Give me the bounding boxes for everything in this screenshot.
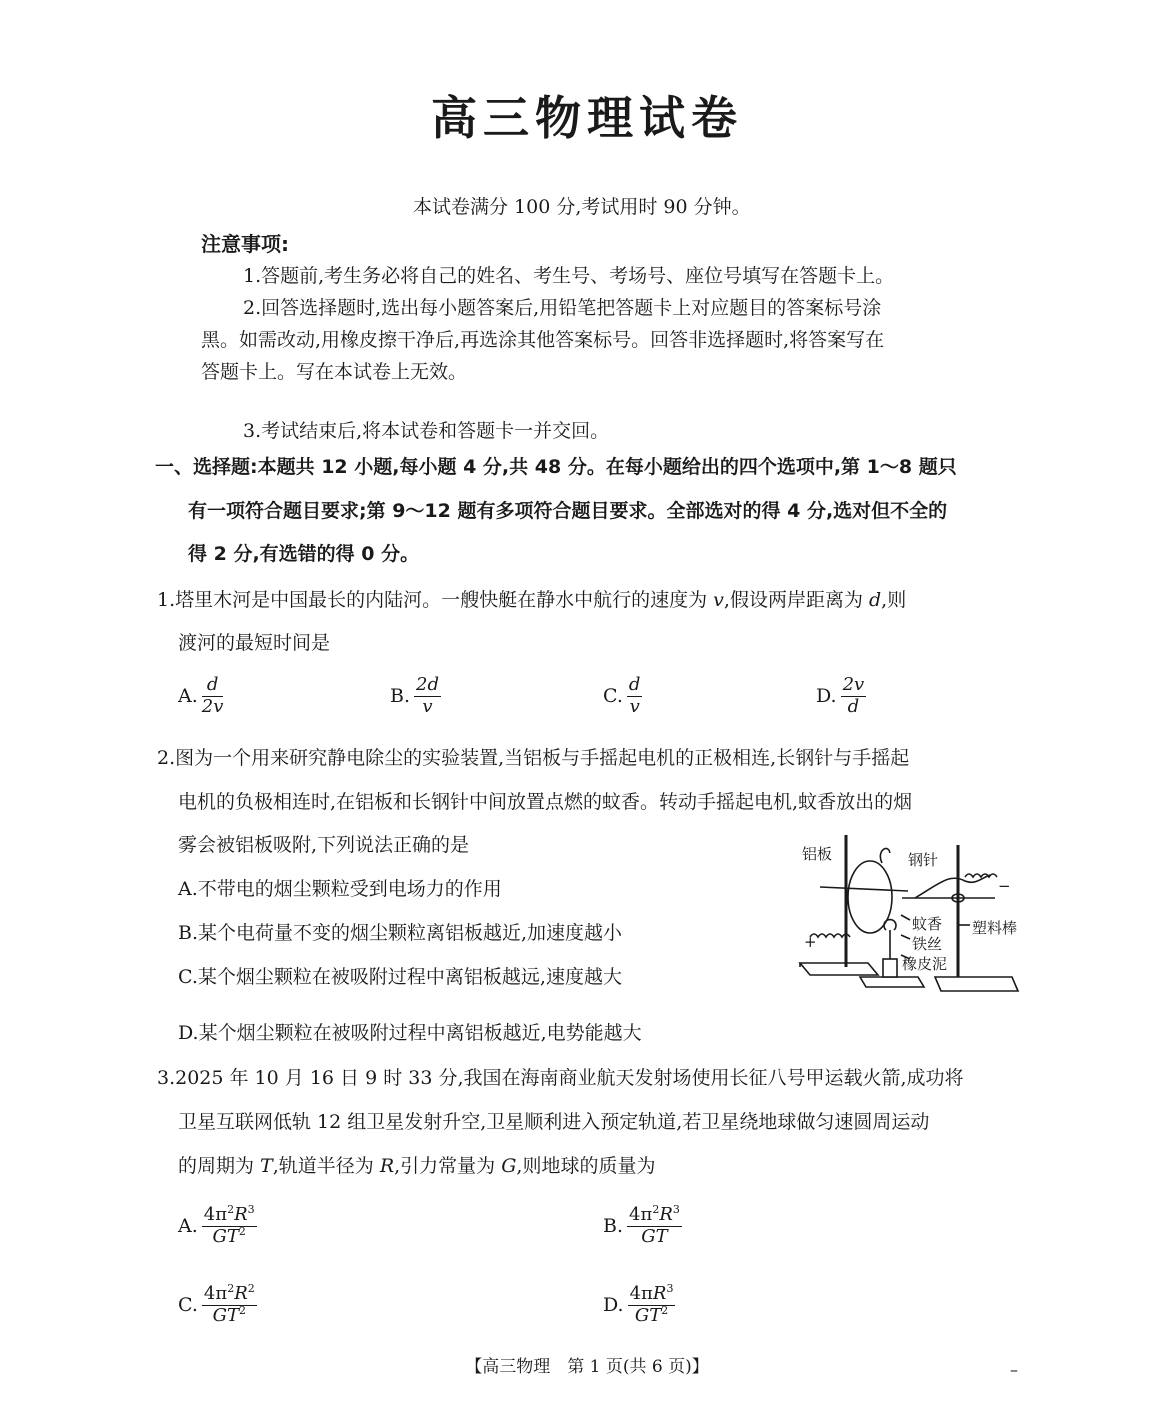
q3-option-a[interactable] xyxy=(178,1203,257,1247)
q1-option-c[interactable] xyxy=(603,676,642,717)
notice-line-2c: 答题卡上。写在本试卷上无效。 xyxy=(201,361,468,383)
q1-option-a[interactable] xyxy=(178,676,223,717)
power: 3 xyxy=(666,1282,674,1295)
incense-label: 蚊香 xyxy=(912,915,943,933)
var: R xyxy=(659,1204,673,1225)
power: 2 xyxy=(661,1303,669,1317)
notice-line-3: 3.考试结束后,将本试卷和答题卡一并交回。 xyxy=(243,420,610,442)
section-1-line-1: 一、选择题:本题共 12 小题,每小题 4 分,共 48 分。在每小题给出的四个选项中,第 1～8 题只 xyxy=(155,456,957,478)
q2-option-a[interactable]: A.不带电的烟尘颗粒受到电场力的作用 xyxy=(178,878,502,900)
var: GT xyxy=(212,1225,239,1247)
q1-var-d: d xyxy=(869,589,882,611)
section-1-line-2: 有一项符合题目要求;第 9～12 题有多项符合题目要求。全部选对的得 4 分,选对但不全的 xyxy=(188,500,948,522)
numerator: 2v xyxy=(842,674,865,695)
notice-line-2a: 2.回答选择题时,选出每小题答案后,用铅笔把答题卡上对应题目的答案标号涂 xyxy=(243,297,882,319)
q2-option-d[interactable]: D.某个烟尘颗粒在被吸附过程中离铝板越近,电势能越大 xyxy=(178,1022,642,1044)
plus-sign: + xyxy=(804,933,817,951)
q2-option-b[interactable]: B.某个电荷量不变的烟尘颗粒离铝板越近,加速度越小 xyxy=(178,922,623,944)
q3-text-c: ,引力常量为 xyxy=(394,1155,502,1177)
q2-line-2: 电机的负极相连时,在铝板和长钢针中间放置点燃的蚊香。转动手摇起电机,蚊香放出的烟 xyxy=(178,791,913,813)
notice-line-2b: 黑。如需改动,用橡皮擦干净后,再选涂其他答案标号。回答非选择题时,将答案写在 xyxy=(201,329,885,351)
q3-line-1: 3.2025 年 10 月 16 日 9 时 33 分,我国在海南商业航天发射场使用长征八号甲运载火箭,成功将 xyxy=(157,1067,964,1089)
corner-mark: – xyxy=(1010,1360,1018,1379)
coef: 4π xyxy=(629,1204,653,1225)
fraction xyxy=(202,676,224,717)
section-1-line-3: 得 2 分,有选错的得 0 分。 xyxy=(188,543,420,565)
power: 2 xyxy=(227,1282,235,1295)
steel-needle-label: 钢针 xyxy=(908,851,939,869)
q2-line-1: 2.图为一个用来研究静电除尘的实验装置,当铝板与手摇起电机的正极相连,长钢针与手摇起 xyxy=(157,747,910,769)
minus-sign: − xyxy=(998,877,1011,895)
denominator: v xyxy=(422,695,433,717)
q1-line-1 xyxy=(157,591,906,610)
q3-line-3 xyxy=(178,1157,655,1176)
q2-line-3: 雾会被铝板吸附,下列说法正确的是 xyxy=(178,834,470,856)
power: 2 xyxy=(652,1203,660,1216)
denominator xyxy=(627,1227,682,1247)
numerator xyxy=(202,1282,257,1306)
electrostatic-precipitation-figure xyxy=(790,835,1030,1010)
power: 2 xyxy=(238,1224,246,1238)
q1-text-a: 1.塔里木河是中国最长的内陆河。一艘快艇在静水中航行的速度为 xyxy=(157,589,714,611)
option-label: C. xyxy=(178,1294,198,1317)
q2-option-c[interactable]: C.某个烟尘颗粒在被吸附过程中离铝板越远,速度越大 xyxy=(178,966,622,988)
denominator xyxy=(202,1224,257,1247)
var: R xyxy=(234,1283,248,1304)
power: 2 xyxy=(239,1303,247,1317)
denominator: v xyxy=(629,695,640,717)
q3-text-d: ,则地球的质量为 xyxy=(516,1155,656,1177)
numerator: 2d xyxy=(416,674,439,695)
denominator xyxy=(628,1303,676,1326)
page-footer: 【高三物理 第 1 页(共 6 页)】 xyxy=(465,1357,709,1377)
numerator xyxy=(202,1203,257,1227)
notice-line-1: 1.答题前,考生务必将自己的姓名、考生号、考场号、座位号填写在答题卡上。 xyxy=(243,265,895,287)
numerator xyxy=(627,1203,682,1227)
denominator: d xyxy=(847,695,860,717)
var: GT xyxy=(212,1304,240,1326)
numerator: d xyxy=(202,676,224,697)
notice-heading: 注意事项: xyxy=(201,232,289,256)
coef: 4π xyxy=(203,1204,228,1225)
q3-var-t: T xyxy=(260,1155,273,1177)
q1-text-c: ,则 xyxy=(881,589,907,611)
clay-label: 橡皮泥 xyxy=(902,955,948,973)
q3-option-c[interactable] xyxy=(178,1282,257,1326)
power: 2 xyxy=(227,1203,235,1216)
var: R xyxy=(652,1283,667,1304)
power: 2 xyxy=(247,1282,255,1295)
numerator: d xyxy=(628,674,641,695)
q3-var-r: R xyxy=(379,1155,395,1177)
option-label: B. xyxy=(390,685,411,708)
q3-text-a: 的周期为 xyxy=(178,1155,261,1177)
aluminum-plate-label: 铝板 xyxy=(802,845,833,863)
option-label: A. xyxy=(178,1215,198,1238)
option-label: D. xyxy=(603,1294,624,1317)
q1-text-b: ,假设两岸距离为 xyxy=(723,589,869,611)
var: R xyxy=(234,1204,248,1225)
coef: 4π xyxy=(203,1283,228,1304)
q3-line-2: 卫星互联网低轨 12 组卫星发射升空,卫星顺利进入预定轨道,若卫星绕地球做匀速圆周运动 xyxy=(178,1111,930,1133)
q1-var-v: v xyxy=(713,589,724,611)
q3-text-b: ,轨道半径为 xyxy=(272,1155,380,1177)
plastic-rod-label: 塑料棒 xyxy=(972,919,1018,937)
fraction xyxy=(202,1282,257,1326)
option-label: C. xyxy=(603,685,623,708)
q3-option-d[interactable] xyxy=(603,1282,675,1326)
exam-info: 本试卷满分 100 分,考试用时 90 分钟。 xyxy=(413,196,751,218)
q1-line-2: 渡河的最短时间是 xyxy=(178,632,331,654)
coef: 4π xyxy=(629,1283,653,1304)
fraction xyxy=(627,676,643,717)
q1-option-b[interactable] xyxy=(390,676,441,717)
var: GT xyxy=(641,1225,668,1247)
q3-option-b[interactable] xyxy=(603,1203,682,1247)
power: 3 xyxy=(672,1203,680,1216)
iron-wire-label: 铁丝 xyxy=(912,935,943,953)
denominator xyxy=(202,1303,257,1326)
option-label: D. xyxy=(816,685,837,708)
fraction xyxy=(841,676,867,717)
option-label: A. xyxy=(178,685,198,708)
power: 3 xyxy=(247,1203,255,1216)
fraction xyxy=(202,1203,257,1247)
option-label: B. xyxy=(603,1215,624,1238)
denominator: 2v xyxy=(201,695,224,717)
fraction xyxy=(628,1282,676,1326)
q3-var-g: G xyxy=(501,1155,517,1177)
numerator xyxy=(628,1282,676,1306)
fraction xyxy=(414,676,441,717)
q1-option-d[interactable] xyxy=(816,676,866,717)
page-title: 高三物理试卷 xyxy=(431,91,743,145)
fraction xyxy=(627,1203,682,1247)
var: GT xyxy=(634,1304,662,1326)
